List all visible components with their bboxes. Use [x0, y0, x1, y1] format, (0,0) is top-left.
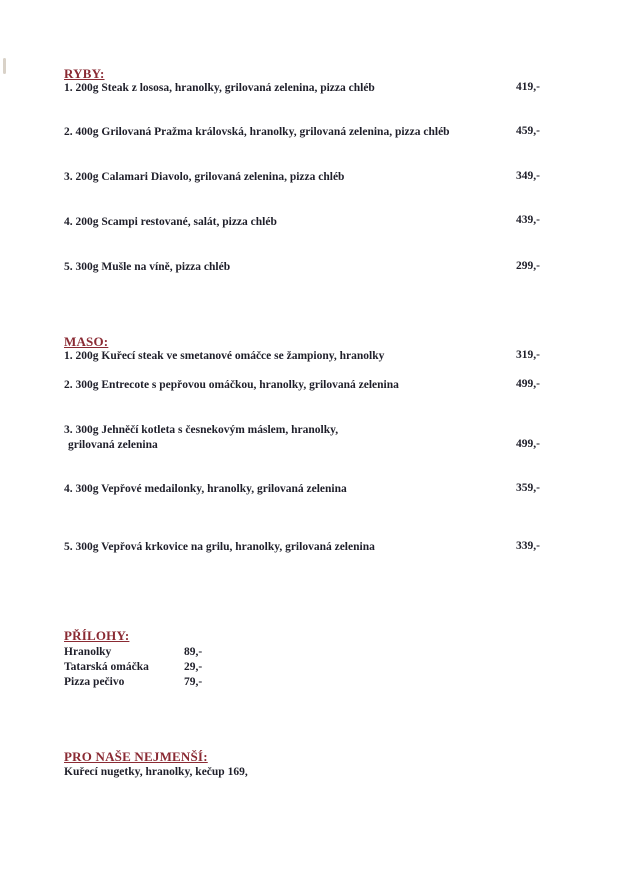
menu-item-price: 499,-: [516, 378, 540, 390]
menu-item: 1. 200g Kuřecí steak ve smetanové omáčce se žampiony, hranolky: [64, 350, 385, 362]
side-item: Pizza pečivo 79,-: [64, 676, 203, 688]
menu-item: 2. 300g Entrecote s pepřovou omáčkou, hranolky, grilovaná zelenina: [64, 379, 399, 391]
side-item: Hranolky 89,-: [64, 646, 203, 658]
menu-item-price: 299,-: [516, 260, 540, 272]
side-item: Tatarská omáčka 29,-: [64, 661, 203, 673]
menu-item-price: 439,-: [516, 214, 540, 226]
menu-item: 2. 400g Grilovaná Pražma královská, hranolky, grilovaná zelenina, pizza chléb: [64, 126, 450, 138]
menu-item: 1. 200g Steak z lososa, hranolky, grilovaná zelenina, pizza chléb: [64, 82, 375, 94]
menu-item-price: 319,-: [516, 349, 540, 361]
section-heading-deti: PRO NAŠE NEJMENŠÍ:: [64, 749, 208, 764]
section-heading-maso: MASO:: [64, 334, 109, 349]
menu-item-continuation: grilovaná zelenina: [68, 439, 158, 451]
menu-item-price: 359,-: [516, 482, 540, 494]
menu-item: 4. 200g Scampi restované, salát, pizza chléb: [64, 216, 277, 228]
menu-item: 5. 300g Mušle na víně, pizza chléb: [64, 261, 231, 273]
scan-artifact: [3, 58, 6, 74]
section-heading-prilohy: PŘÍLOHY:: [64, 628, 130, 643]
menu-item-price: 499,-: [516, 438, 540, 450]
menu-item: 3. 300g Jehněčí kotleta s česnekovým máslem, hranolky,: [64, 424, 339, 436]
section-heading-ryby: RYBY:: [64, 66, 105, 81]
kids-item: Kuřecí nugetky, hranolky, kečup 169,: [64, 766, 248, 778]
menu-item-price: 419,-: [516, 81, 540, 93]
menu-item: 4. 300g Vepřové medailonky, hranolky, grilovaná zelenina: [64, 483, 347, 495]
menu-item-price: 339,-: [516, 540, 540, 552]
menu-item-price: 459,-: [516, 125, 540, 137]
menu-item: 3. 200g Calamari Diavolo, grilovaná zelenina, pizza chléb: [64, 171, 345, 183]
menu-item: 5. 300g Vepřová krkovice na grilu, hranolky, grilovaná zelenina: [64, 541, 375, 553]
menu-item-price: 349,-: [516, 170, 540, 182]
